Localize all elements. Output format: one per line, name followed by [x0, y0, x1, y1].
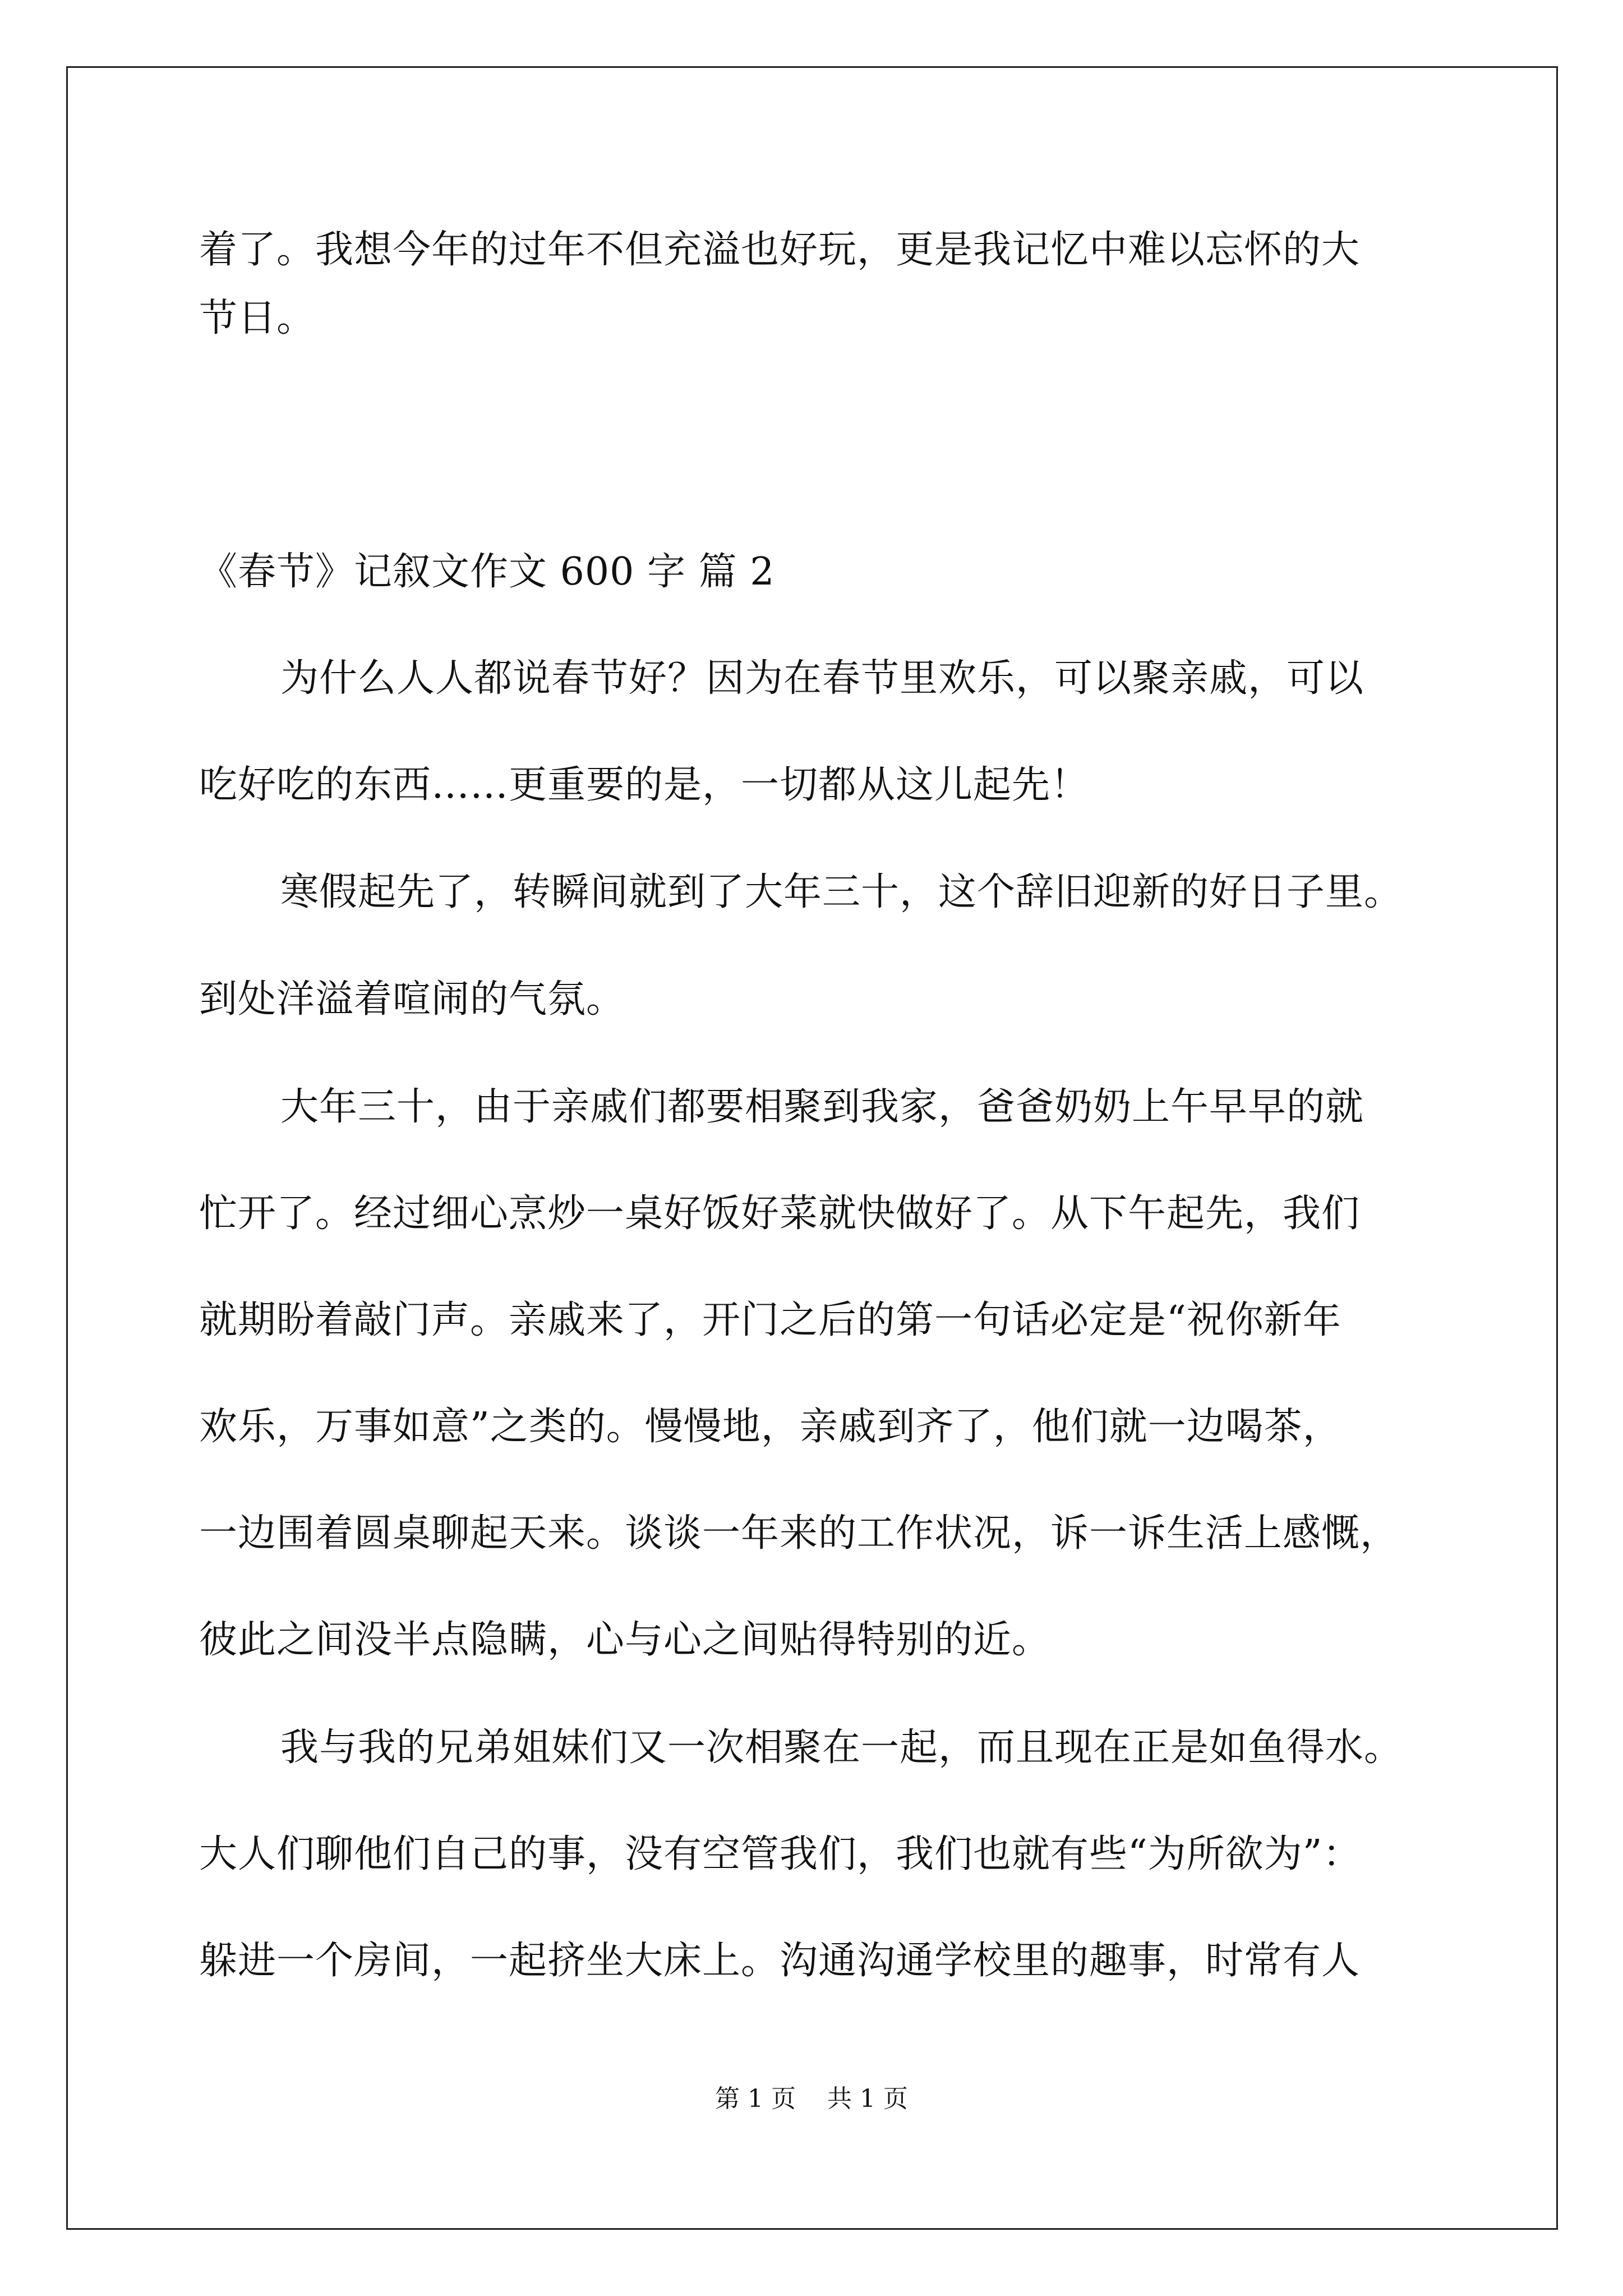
body-line: 忙开了。经过细心烹炒一桌好饭好菜就快做好了。从下午起先，我们: [199, 1191, 1361, 1236]
body-line: 就期盼着敲门声。亲戚来了，开门之后的第一句话必定是“祝你新年: [199, 1298, 1341, 1342]
body-line: 着了。我想今年的过年不但充溢也好玩，更是我记忆中难以忘怀的大: [199, 228, 1361, 272]
page-footer: 第 1 页 共 1 页: [715, 2085, 908, 2113]
section-title: 《春节》记叙文作文 600 字 篇 2: [199, 550, 775, 594]
body-line: 彼此之间没半点隐瞒，心与心之间贴得特别的近。: [199, 1618, 1051, 1662]
body-line: 欢乐，万事如意”之类的。慢慢地，亲戚到齐了，他们就一边喝茶，: [199, 1405, 1341, 1449]
body-line: 一边围着圆桌聊起天来。谈谈一年来的工作状况，诉一诉生活上感慨，: [199, 1511, 1399, 1556]
paragraph-start-line: 寒假起先了，转瞬间就到了大年三十，这个辞旧迎新的好日子里。: [280, 870, 1403, 914]
paragraph-start-line: 为什么人人都说春节好？因为在春节里欢乐，可以聚亲戚，可以: [280, 656, 1364, 701]
paragraph-start-line: 我与我的兄弟姐妹们又一次相聚在一起，而且现在正是如鱼得水。: [280, 1726, 1403, 1770]
body-line: 大人们聊他们自己的事，没有空管我们，我们也就有些“为所欲为”：: [199, 1832, 1362, 1876]
body-line: 躲进一个房间，一起挤坐大床上。沟通沟通学校里的趣事，时常有人: [199, 1939, 1361, 1983]
paragraph-start-line: 大年三十，由于亲戚们都要相聚到我家，爸爸奶奶上午早早的就: [280, 1085, 1364, 1129]
body-line: 吃好吃的东西……更重要的是，一切都从这儿起先！: [199, 763, 1090, 807]
body-line: 到处洋溢着喧闹的气氛。: [199, 977, 625, 1022]
body-line: 节日。: [199, 296, 316, 341]
page-border: [66, 66, 1558, 2230]
